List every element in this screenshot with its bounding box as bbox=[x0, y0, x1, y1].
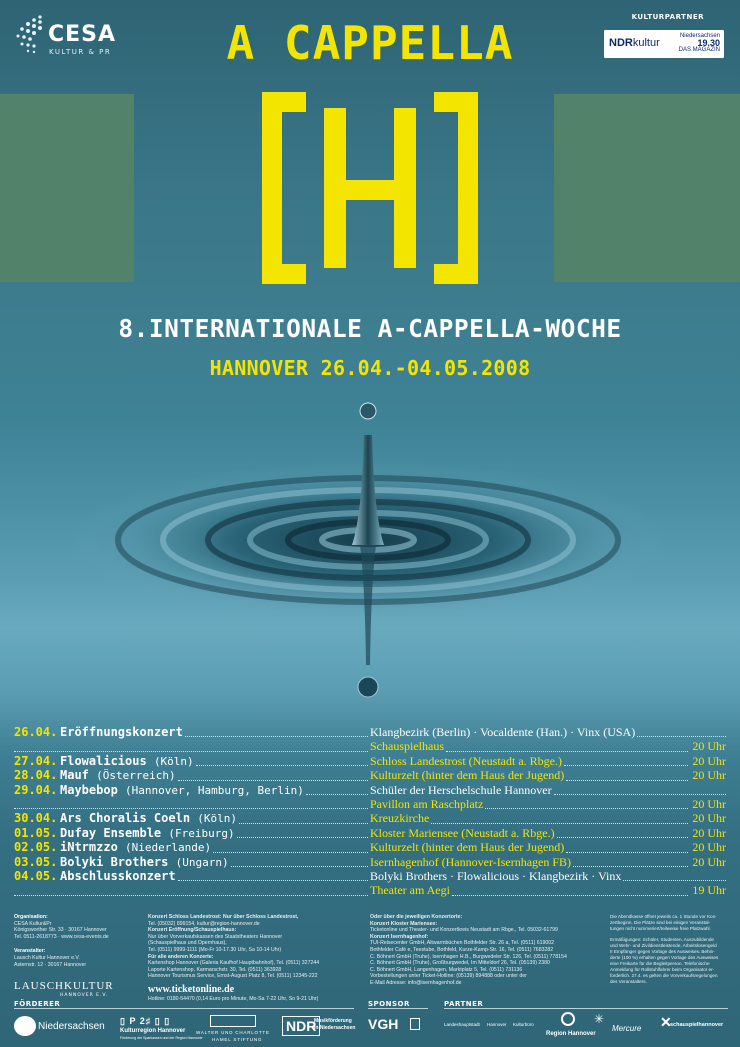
dotted-leader bbox=[178, 780, 368, 781]
footer-info-line: tungen nicht nummeriert/teilweise freie Platzwahl. bbox=[610, 926, 711, 931]
program-date: 04.05. bbox=[14, 868, 58, 883]
program-row bbox=[14, 768, 726, 782]
program-row bbox=[14, 840, 726, 854]
program-venue: Kulturzelt (hinter dem Haus der Jugend) bbox=[370, 840, 565, 855]
program-venue: Pavillon am Raschplatz bbox=[370, 796, 484, 811]
dotted-leader bbox=[239, 823, 368, 824]
ticket-hotline: Hotline: 0180-54470 (0,14 Euro pro Minute, Mo-Sa 7-22 Uhr, So 9-21 Uhr) bbox=[148, 996, 319, 1002]
region-hannover-logo: Region Hannover bbox=[546, 1031, 596, 1037]
dotted-leader bbox=[306, 794, 368, 795]
dotted-leader bbox=[185, 736, 368, 737]
program-date: 02.05. bbox=[14, 840, 58, 855]
program-venue: Schloss Landestrost (Neustadt a. Rbge.) bbox=[370, 753, 562, 768]
program-venue: Kloster Mariensee (Neustadt a. Rbge.) bbox=[370, 825, 555, 840]
program-venue: Klangbezirk (Berlin) · Vocaldente (Han.) · Vinx (USA) bbox=[370, 725, 636, 739]
footer-info-line: Konzert Isernhagenhof: bbox=[370, 933, 429, 940]
footer-info-line: TUI-Reisecenter GmbH, Altwarmbüchen Bothfelder Str. 26 a, Tel. (0511) 619002 bbox=[370, 940, 555, 947]
footer-box-office-info bbox=[610, 914, 730, 985]
footer-info-line: und Wehr- und Zivildienstleistende, Arbeitslosengeld bbox=[610, 943, 717, 948]
footer-info-line: Konzert Schloss Landestrost: Nur über Schloss Landestrost, bbox=[148, 914, 299, 920]
footer-info-line: eine Freikarte für die Begleitperson. Telefonische bbox=[610, 961, 710, 966]
program-time: 20 Uhr bbox=[692, 840, 726, 855]
bracket-h-graphic bbox=[262, 92, 478, 284]
program-venue: Theater am Aegi bbox=[370, 883, 450, 898]
niedersachsen-horse-icon bbox=[14, 1016, 36, 1036]
program-act bbox=[60, 869, 176, 883]
program-row bbox=[14, 883, 726, 897]
program-date: 03.05. bbox=[14, 854, 58, 869]
program-act-origin: (Köln) bbox=[197, 812, 238, 826]
ndr-musik-line2: in Niedersachsen bbox=[314, 1025, 356, 1031]
lauschkultur-sub: HANNOVER E.V. bbox=[60, 993, 109, 998]
mercure-logo: Mercure bbox=[612, 1024, 642, 1033]
program-act bbox=[60, 783, 304, 798]
ndr-magazin: DAS MAGAZIN bbox=[678, 47, 720, 53]
footer-info-line: Kartenshop Hannover (Galeria Kaufhof Hauptbahnhof), Tel. (0511) 327244 bbox=[148, 960, 320, 967]
ndr-text: NDR bbox=[609, 37, 633, 49]
dotted-leader bbox=[431, 823, 688, 824]
program-act-origin: (Köln) bbox=[153, 754, 194, 768]
footer-divider bbox=[444, 1008, 728, 1009]
hamel-stiftung-icon bbox=[210, 1015, 256, 1027]
footer-info-line: des Veranstalters. bbox=[610, 979, 647, 984]
niedersachsen-logo: Niedersachsen bbox=[38, 1021, 105, 1032]
kulturregion-sub: Förderung der Sparkassen und der Region Hannover bbox=[120, 1036, 203, 1040]
lauschkultur-logo: LAUSCHKULTUR bbox=[14, 980, 114, 992]
program-row bbox=[14, 826, 726, 840]
ndr-logo: NDR bbox=[282, 1016, 320, 1036]
program-act-name: Dufay Ensemble bbox=[60, 825, 162, 840]
program-act-origin: (Niederlande) bbox=[125, 841, 212, 855]
program-act-origin: (Hannover, Hamburg, Berlin) bbox=[125, 783, 304, 797]
footer-ticket-info bbox=[148, 914, 358, 980]
program-time: 20 Uhr bbox=[692, 825, 726, 840]
program-time: 20 Uhr bbox=[692, 796, 726, 811]
footer-venue-ticket-info bbox=[370, 914, 602, 987]
program-act bbox=[60, 840, 211, 855]
program-act bbox=[60, 811, 237, 826]
footer-info-line: derte (100 %) erhalten gegen Vorlage des Ausweises bbox=[610, 955, 719, 960]
program-date: 30.04. bbox=[14, 811, 58, 826]
dotted-leader bbox=[14, 808, 368, 809]
foerderer-label: FÖRDERER bbox=[14, 1000, 61, 1008]
program-act-name: iNtrmzzo bbox=[60, 840, 118, 855]
program-date: 01.05. bbox=[14, 825, 58, 840]
program-row bbox=[14, 754, 726, 768]
footer-info-line: Nur über Vorverkaufskassen des Staatstheaters Hannover bbox=[148, 933, 283, 940]
cesa-logo-sub: KULTUR & PR bbox=[49, 48, 112, 56]
footer-info-line: C. Böhnert GmbH (Truhe), Isernhagen H.B., Burgwedeler Str. 126, Tel. (0511) 778154 bbox=[370, 953, 567, 960]
program-act bbox=[60, 768, 176, 783]
footer-divider bbox=[14, 1008, 354, 1009]
footer-info-line: Laporte Kartenshop, Karmarschstr. 30, Tel. (0511) 363928 bbox=[148, 966, 282, 973]
program-venue: Schauspielhaus bbox=[370, 739, 444, 754]
footer-organisation bbox=[14, 914, 139, 968]
dotted-leader bbox=[213, 852, 368, 853]
dotted-leader bbox=[557, 837, 688, 838]
dotted-leader bbox=[637, 736, 726, 737]
veranstalter-line: Asternstr. 12 · 30167 Hannover bbox=[14, 961, 87, 968]
sponsor-label: SPONSOR bbox=[368, 1000, 410, 1008]
vgh-logo: VGH bbox=[368, 1016, 399, 1032]
program-venue: Isernhagenhof (Hannover-Isernhagen FB) bbox=[370, 854, 572, 869]
footer-info-line: Bothfelder Café e, Teestube, Bothfeld, Kurze-Kamp-Str. 16, Tel. (0511) 7683282 bbox=[370, 946, 554, 953]
footer-info-line: C. Böhnert GmbH, Langenhagen, Marktplatz 5, Tel. (0511) 731136 bbox=[370, 966, 523, 973]
program-act bbox=[60, 754, 194, 769]
program-time: 20 Uhr bbox=[692, 739, 726, 754]
footer-info-line: Für alle anderen Konzerte: bbox=[148, 953, 214, 960]
footer-info-line: (Schauspielhaus und Opernhaus), bbox=[148, 940, 227, 947]
dotted-leader bbox=[452, 895, 688, 896]
footer-info-line: Konzert Kloster Mariensee: bbox=[370, 920, 438, 927]
footer-info-line: C. Böhnert GmbH (Truhe), Großburgwedel, Im Mitteldorf 26, Tel. (05139) 2380 bbox=[370, 960, 550, 967]
kulturpartner-label: KULTURPARTNER bbox=[631, 13, 704, 21]
program-row bbox=[14, 811, 726, 825]
program-act-name: Flowalicious bbox=[60, 753, 147, 768]
dotted-leader bbox=[566, 852, 688, 853]
program-act bbox=[60, 725, 183, 739]
poster-title: A CAPPELLA bbox=[226, 16, 514, 70]
program-list bbox=[14, 725, 726, 898]
program-act-name: Eröffnungskonzert bbox=[60, 725, 183, 739]
program-act bbox=[60, 826, 235, 841]
dotted-leader bbox=[231, 866, 368, 867]
ndr-musik-line1: Musikförderung bbox=[314, 1018, 352, 1024]
organisation-line: Königsworther Str. 33 · 30167 Hannover bbox=[14, 927, 107, 934]
dotted-leader bbox=[554, 794, 726, 795]
bracket-h-letter: H bbox=[370, 202, 371, 203]
dotted-leader bbox=[14, 895, 368, 896]
footer-info-line: Ticketonline und Theater- und Konzertkreis Neustadt am Rbge., Tel. 05032-61799 bbox=[370, 927, 558, 934]
kulturregion-logo: Kulturregion Hannover bbox=[120, 1028, 186, 1034]
schauspielhannover-logo: schauspielhannover bbox=[670, 1022, 724, 1028]
veranstalter-label: Veranstalter: bbox=[14, 948, 46, 955]
mercure-star-icon: ✳ bbox=[594, 1012, 605, 1026]
organisation-line: CESA Kultur&Pr bbox=[14, 920, 52, 927]
dotted-leader bbox=[14, 751, 368, 752]
program-time: 19 Uhr bbox=[692, 883, 726, 898]
ndr-time: 19.30 bbox=[697, 38, 720, 48]
organisation-line: Tel. 0511-2618773 · www.cesa-events.de bbox=[14, 933, 109, 940]
dotted-leader bbox=[573, 866, 688, 867]
program-row bbox=[14, 869, 726, 883]
program-act-origin: (Österreich) bbox=[96, 769, 176, 783]
footer-info-line: Ermäßigungen: Schüler, Studenten, Auszubildende bbox=[610, 937, 714, 942]
partner-label: PARTNER bbox=[444, 1000, 484, 1008]
footer-info-line: Die Abendkasse öffnet jeweils ca. 1 Stunde vor Kon- bbox=[610, 914, 717, 919]
program-row bbox=[14, 797, 726, 811]
footer-info-line: zertbeginn. Die Plätze sind bei einigen Veranstal- bbox=[610, 920, 711, 925]
program-act-origin: (Ungarn) bbox=[175, 855, 229, 869]
program-time: 20 Uhr bbox=[692, 753, 726, 768]
kultur-text: kultur bbox=[632, 37, 660, 49]
program-act-name: Bolyki Brothers bbox=[60, 854, 169, 869]
dotted-leader bbox=[564, 765, 688, 766]
program-row bbox=[14, 855, 726, 869]
footer-info-line: Tel. (05032) 899154, kultur@region-hannover.de bbox=[148, 920, 260, 927]
schauspiel-x-icon: ✕ bbox=[660, 1014, 672, 1030]
program-act bbox=[60, 855, 229, 870]
footer-divider bbox=[368, 1008, 428, 1009]
footer-info-line: Oder über die jeweiligen Konzertorte: bbox=[370, 914, 463, 920]
program-venue: Kreuzkirche bbox=[370, 811, 430, 826]
footer-info-line: Tel. (0511) 9999-1111 (Mo-Fr 10-17.30 Uhr, Sa 10-14 Uhr) bbox=[148, 946, 282, 953]
footer-info-line: II Empfänger gegen Vorlage des Ausweises. Behin- bbox=[610, 949, 715, 954]
footer-info-line: Konzert Eröffnung/Schauspielhaus: bbox=[148, 927, 237, 934]
water-drop-illustration bbox=[0, 395, 740, 720]
footer-info-line: Anmeldung für Rollstuhlfahrer beim Organisator er- bbox=[610, 967, 715, 972]
kulturregion-mark: ▯ P 2♯ ▯ ▯ bbox=[120, 1016, 171, 1026]
program-row bbox=[14, 783, 726, 797]
dotted-leader bbox=[485, 808, 688, 809]
dotted-leader bbox=[623, 880, 726, 881]
green-block-left bbox=[0, 94, 134, 282]
hannover-logo: Hannover bbox=[487, 1022, 507, 1027]
festival-subtitle: 8.INTERNATIONALE A-CAPPELLA-WOCHE bbox=[118, 314, 622, 343]
program-date: 28.04. bbox=[14, 768, 58, 783]
program-time: 20 Uhr bbox=[692, 811, 726, 826]
program-date: 29.04. bbox=[14, 782, 58, 797]
ndr-region: Niedersachsen bbox=[679, 33, 720, 39]
organisation-label: Organisation: bbox=[14, 914, 48, 920]
dotted-leader bbox=[237, 837, 368, 838]
program-act-name: Ars Choralis Coeln bbox=[60, 811, 191, 826]
festival-dates: HANNOVER 26.04.-04.05.2008 bbox=[209, 356, 531, 380]
hamel-stiftung-sub: HAMEL STIFTUNG bbox=[212, 1037, 263, 1042]
program-venue: Kulturzelt (hinter dem Haus der Jugend) bbox=[370, 768, 565, 783]
program-act-origin: (Freiburg) bbox=[168, 826, 235, 840]
program-time: 20 Uhr bbox=[692, 854, 726, 869]
hamel-stiftung-logo: WALTER UND CHARLOTTE bbox=[196, 1030, 270, 1035]
footer-info-line: E-Mail Adresse: info@isernhagenhof.de bbox=[370, 979, 462, 986]
footer-info-line: Vorbestellungen unter Ticket-Hotline: (05139) 894888 oder unter der bbox=[370, 973, 527, 980]
program-row bbox=[14, 739, 726, 753]
program-venue: Bolyki Brothers · Flowalicious · Klangbezirk · Vinx bbox=[370, 868, 622, 883]
program-time: 20 Uhr bbox=[692, 768, 726, 783]
cesa-logo-name: CESA bbox=[48, 22, 117, 47]
dotted-leader bbox=[446, 751, 688, 752]
dotted-leader bbox=[178, 880, 368, 881]
region-hannover-icon bbox=[561, 1012, 575, 1026]
kulturbuero-logo: Kulturbüro bbox=[513, 1022, 534, 1027]
footer-info-line: forderlich. 27.4. es gelten die Vorverkaufsregelungen bbox=[610, 973, 718, 978]
program-date: 26.04. bbox=[14, 725, 58, 739]
program-act-name: Abschlusskonzert bbox=[60, 868, 176, 883]
green-block-right bbox=[554, 94, 740, 282]
dotted-leader bbox=[196, 765, 368, 766]
landeshauptstadt-logo: Landeshauptstadt bbox=[444, 1022, 480, 1027]
ticket-url[interactable]: www.ticketonline.de bbox=[148, 984, 235, 995]
vgh-shield-icon bbox=[410, 1018, 420, 1030]
program-row bbox=[14, 725, 726, 739]
program-act-name: Maybebop bbox=[60, 782, 118, 797]
footer-info-line: Hannover Tourismus Service, Ernst-August Platz 8, Tel. (0511) 12345-222 bbox=[148, 973, 318, 980]
program-date: 27.04. bbox=[14, 753, 58, 768]
veranstalter-line: Lausch Kultur Hannover e.V. bbox=[14, 954, 80, 961]
program-venue: Schüler der Herschelschule Hannover bbox=[370, 782, 552, 797]
program-act-name: Mauf bbox=[60, 768, 89, 783]
dotted-leader bbox=[566, 780, 688, 781]
